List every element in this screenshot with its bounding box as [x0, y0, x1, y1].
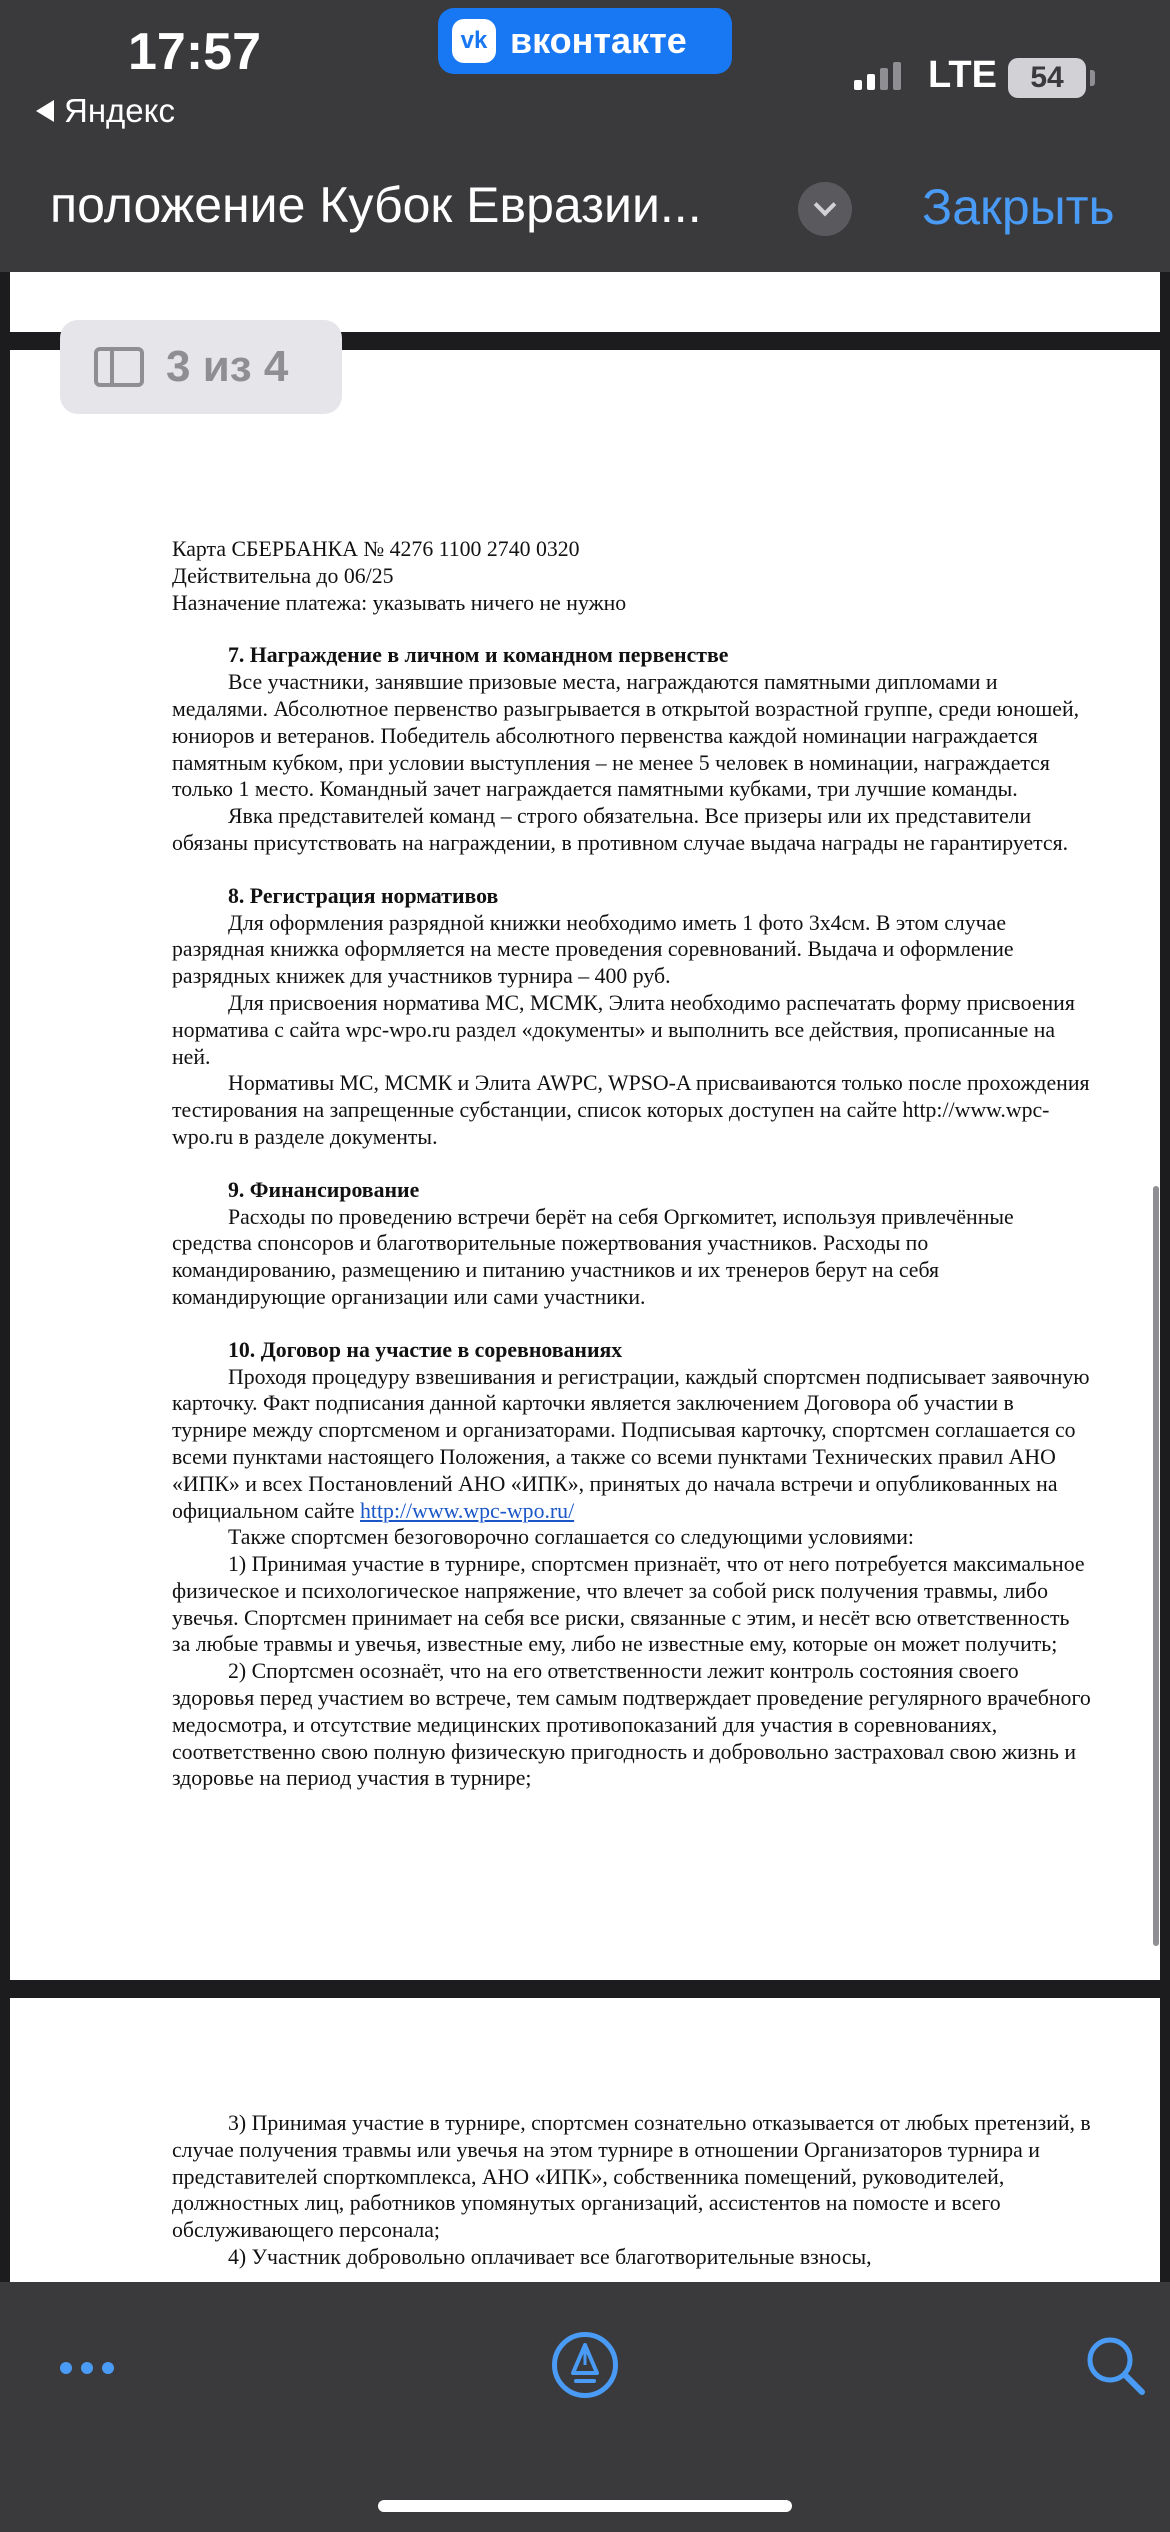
paragraph-text: Проходя процедуру взвешивания и регистрации, каждый спортсмен подписывает заявочную карточку. Факт подписания данной карточки является заключением Договора об участии в турнире между спортсменом и организаторами. Подписывая карточку, спортсмен соглашается со всеми пунктами настоящего Положения, а также со всеми пунктами Технических правил АНО «ИПК» и всех Постановлений АНО «ИПК», принятых до начала встречи и опубликованных на официальном сайте: [172, 1364, 1090, 1523]
paragraph: Расходы по проведению встречи берёт на себя Оргкомитет, используя привлечённые средства спонсоров и благотворительные пожертвования участников. Расходы по командированию, размещению и питанию участников и их тренеров берут на себя командирующие организации или сами участники.: [172, 1204, 1014, 1309]
section-heading: 8. Регистрация нормативов: [228, 883, 499, 908]
vk-logo-icon: vk: [452, 19, 496, 63]
paragraph: 4) Участник добровольно оплачивает все благотворительные взносы,: [228, 2244, 872, 2269]
more-dot: [81, 2362, 93, 2374]
network-type: LTE: [928, 54, 997, 96]
back-to-app-button[interactable]: [36, 92, 175, 130]
paragraph: 2) Спортсмен осознаёт, что на его ответственности лежит контроль состояния своего здоровья перед участием во встрече, тем самым подтверждает проведение регулярного врачебного медосмотра, и отсутствие медицинских противопоказаний для участия в соревнованиях, соответственно свою полную физическую пригодность и добровольно застраховал свою жизнь и здоровье на период участия в турнире;: [172, 1659, 1091, 1791]
search-icon: [1082, 2332, 1148, 2398]
document-title: положение Кубок Евразии...: [50, 177, 702, 233]
website-link[interactable]: http://www.wpc-wpo.ru/: [360, 1498, 575, 1523]
more-button[interactable]: [60, 2362, 114, 2374]
next-page-content: [172, 2110, 1092, 2271]
section-heading: 9. Финансирование: [228, 1177, 420, 1202]
paragraph: [172, 1364, 1092, 1525]
paragraph: Для присвоения норматива МС, МСМК, Элита необходимо распечатать форму присвоения норматива с сайта wpc-wpo.ru раздел «документы» и выполнить все действия, прописанные на ней.: [172, 990, 1075, 1069]
app-banner[interactable]: [438, 8, 732, 74]
bottom-toolbar: [0, 2282, 1170, 2532]
document-viewer[interactable]: [0, 272, 1170, 2282]
paragraph: 3) Принимая участие в турнире, спортсмен сознательно отказывается от любых претензий, в случае получения травмы или увечья на этом турнире в отношении Организаторов турнира и представителей спорткомплекса, АНО «ИПК», собственника помещений, руководителей, должностных лиц, работников упомянутых организаций, ассистентов на помосте и всего обслуживающего персонала;: [172, 2111, 1091, 2243]
title-menu-button[interactable]: [798, 182, 852, 236]
payment-line: Карта СБЕРБАНКА № 4276 1100 2740 0320: [172, 537, 580, 561]
paragraph: Также спортсмен безоговорочно соглашается со следующими условиями:: [228, 1525, 914, 1550]
section-heading: 10. Договор на участие в соревнованиях: [228, 1337, 623, 1362]
search-button[interactable]: [1082, 2332, 1148, 2398]
sidebar-icon: [94, 347, 144, 387]
next-page: [10, 1998, 1160, 2282]
page-indicator[interactable]: [60, 320, 342, 414]
paragraph: Для оформления разрядной книжки необходимо иметь 1 фото 3х4см. В этом случае разрядная книжка оформляется на месте проведения соревнований. Выдача и оформление разрядных книжек для участников турнира – 400 руб.: [172, 910, 1014, 989]
paragraph: Все участники, занявшие призовые места, награждаются памятными дипломами и медалями. Абсолютное первенство разыгрывается в открытой возрастной группе, среди юношей, юниоров и ветеранов. Победитель абсолютного первенства каждой номинации награждается памятным кубком, при условии выступления – не менее 5 человек в номинации, награждается только 1 место. Командный зачет награждается памятными кубками, три лучшие команды.: [172, 670, 1080, 802]
current-page: [10, 350, 1160, 1980]
payment-line: Назначение платежа: указывать ничего не нужно: [172, 590, 627, 615]
page-indicator-label: 3 из 4: [166, 342, 289, 391]
status-time: 17:57: [128, 23, 261, 81]
back-app-label: Яндекс: [64, 92, 175, 129]
battery-cap: [1090, 70, 1095, 86]
signal-icon: [854, 62, 901, 90]
app-banner-label: вконтакте: [510, 20, 687, 61]
payment-line: Действительна до 06/25: [172, 563, 394, 588]
paragraph: Явка представителей команд – строго обязательна. Все призеры или их представители обязаны присутствовать на награждении, в противном случае выдача награды не гарантируется.: [172, 804, 1069, 855]
paragraph: 1) Принимая участие в турнире, спортсмен признаёт, что от него потребуется максимальное физическое и психологическое напряжение, что влечет за собой риск получения травмы, либо увечья. Спортсмен принимает на себя все риски, связанные с этим, и несёт всю ответственность за любые травмы и увечья, известные ему, либо не известные ему, которые он может получить;: [172, 1552, 1085, 1657]
more-dot: [102, 2362, 114, 2374]
battery-level: 54: [1030, 61, 1064, 94]
top-bar: [0, 0, 1170, 272]
back-arrow-icon: [36, 100, 54, 122]
pen-tip-icon: [568, 2343, 602, 2387]
home-indicator[interactable]: [378, 2500, 792, 2512]
page-content: [172, 536, 1092, 1792]
close-button[interactable]: Закрыть: [922, 179, 1115, 235]
paragraph: Нормативы МС, МСМК и Элита AWPC, WPSO-A присваиваются только после прохождения тестирования на запрещенные субстанции, список которых доступен на сайте http://www.wpc-wpo.ru в разделе документы.: [172, 1071, 1090, 1149]
more-dot: [60, 2362, 72, 2374]
markup-button[interactable]: [552, 2332, 618, 2398]
scrollbar[interactable]: [1153, 1186, 1159, 1946]
chevron-down-icon: [814, 194, 837, 217]
section-heading: 7. Награждение в личном и командном первенстве: [228, 643, 729, 668]
battery-icon: [1008, 58, 1086, 98]
